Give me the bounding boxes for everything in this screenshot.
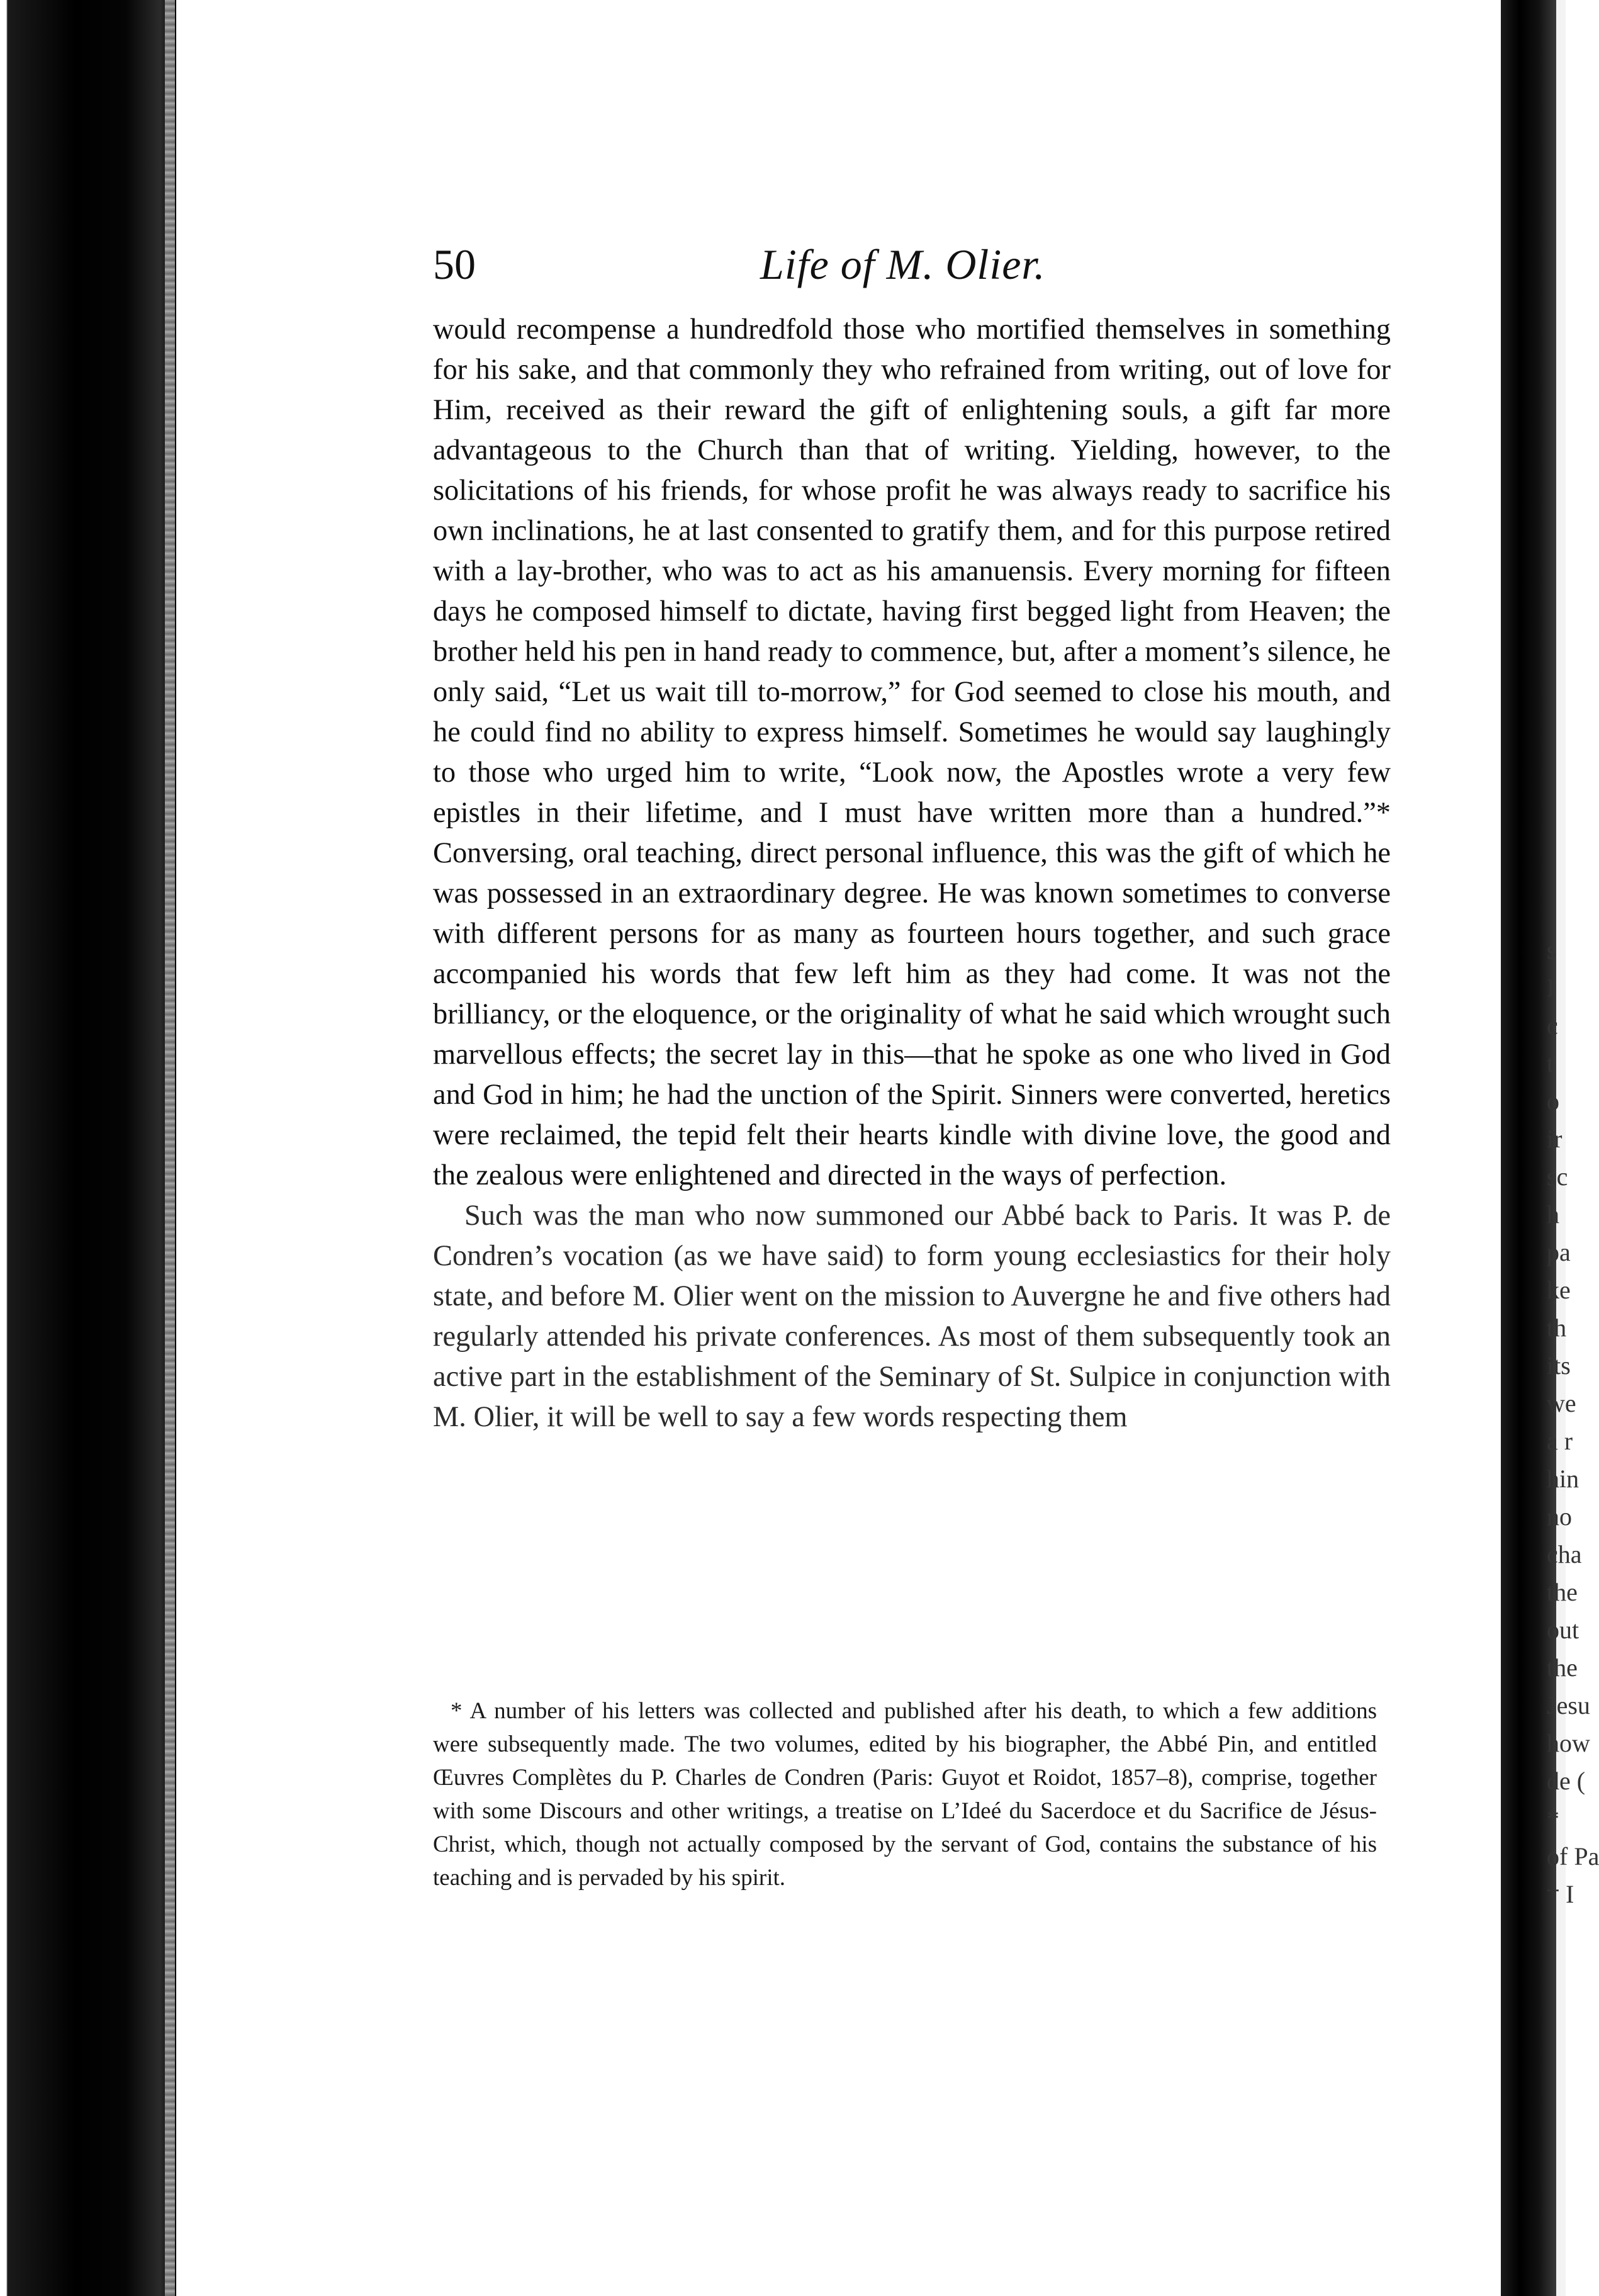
facing-page-fragment: the	[1547, 1653, 1578, 1682]
facing-page-fragment: I	[1547, 974, 1556, 1002]
footnote-block	[433, 1694, 1377, 1933]
facing-page-fragment: c	[1547, 1011, 1558, 1040]
facing-page-fragment: s	[1547, 936, 1557, 964]
page-number: 50	[433, 240, 476, 288]
facing-page-fragment: pa	[1547, 1238, 1571, 1266]
footnote: * A number of his letters was collected and published after his death, to which a few additions were subsequently made. The two volumes, edited by his biographer, the Abbé Pin, and entitled Œuvres Complètes du P. Charles de Condren (Paris: Guyot et Roidot, 1857–8), comprise, together with some Discours and other writings, a treatise on L’Ideé du Sacerdoce et du Sacrifice de Jésus-Christ, which, though not actually composed by the servant of God, contains the substance of his teaching and is pervaded by his spirit.	[433, 1698, 1377, 1891]
facing-page-fragment: how	[1547, 1729, 1590, 1757]
facing-page-fragment: hin	[1547, 1465, 1579, 1493]
facing-page-fragment: out	[1547, 1616, 1579, 1644]
running-title: Life of M. Olier.	[760, 240, 1046, 288]
facing-page-fragment: sc	[1547, 1162, 1568, 1191]
facing-page-fragment: a r	[1547, 1427, 1573, 1455]
book-binding-shadow	[0, 0, 176, 2296]
facing-page-fragment: we	[1547, 1389, 1576, 1417]
facing-page-fragment: † I	[1547, 1880, 1574, 1908]
facing-page-text-fragments	[1547, 931, 1599, 1989]
body-paragraph: Such was the man who now summoned our Abbé back to Paris. It was P. de Condren’s vocation (as we have said) to form young ecclesiastics for their holy state, and before M. Olier went on the mission to Auvergne he and five others had regularly attended his private conferences. As most of them subsequently took an active part in the establishment of the Seminary of St. Sulpice in conjunction with M. Olier, it will be well to say a few words respecting them	[433, 1200, 1391, 1433]
facing-page-fragment: *	[1547, 1804, 1559, 1833]
facing-page-fragment: of Pa	[1547, 1842, 1599, 1871]
body-paragraph: would recompense a hundredfold those who mortified themselves in something for his sake, and that commonly they who refrained from writing, out of love for Him, received as their reward the gift of enlightening souls, a gift far more advantageous to the Church than that of writing. Yielding, however, to the solicitations of his friends, for whose profit he was always ready to sacrifice his own inclinations, he at last consented to gratify them, and for this purpose retired with a lay-brother, who was to act as his amanuensis. Every morning for fifteen days he composed himself to dictate, having first begged light from Heaven; the brother held his pen in hand ready to commence, but, after a moment’s silence, he only said, “Let us wait till to-morrow,” for God seemed to close his mouth, and he could find no ability to express himself. Sometimes he would say laughingly to those who urged him to write, “Look now, the Apostles wrote a very few epistles in their lifetime, and I must have written more than a hundred.”* Conversing, oral teaching, direct personal influence, this was the gift of which he was possessed in an extraordinary degree. He was known sometimes to converse with different persons for as many as fourteen hours together, and such grace accompanied his words that few left him as they had come. It was not the brilliancy, or the eloquence, or the originality of what he said which wrought such marvellous effects; the secret lay in this—that he spoke as one who lived in God and God in him; he had the unction of the Spirit. Sinners were converted, heretics were reclaimed, the tepid felt their hearts kindle with divine love, the good and the zealous were enlightened and directed in the ways of perfection.	[433, 313, 1391, 1191]
facing-page-fragment: no	[1547, 1502, 1572, 1531]
facing-page-fragment: ir	[1547, 1125, 1563, 1153]
facing-page-fragment: ke	[1547, 1276, 1571, 1304]
running-header	[433, 233, 1396, 296]
body-text	[433, 310, 1391, 1691]
facing-page-fragment: Jesu	[1547, 1691, 1590, 1719]
facing-page-fragment: the	[1547, 1578, 1578, 1606]
facing-page-fragment: th	[1547, 1314, 1567, 1342]
facing-page-fragment: t	[1547, 1049, 1554, 1078]
facing-page-fragment: h	[1547, 1200, 1559, 1229]
facing-page-fragment: cha	[1547, 1540, 1582, 1568]
facing-page-fragment: o	[1547, 1087, 1559, 1115]
facing-page-fragment: its	[1547, 1351, 1571, 1380]
page-stack-edge	[165, 0, 175, 2296]
facing-page-fragment: de (	[1547, 1767, 1586, 1795]
